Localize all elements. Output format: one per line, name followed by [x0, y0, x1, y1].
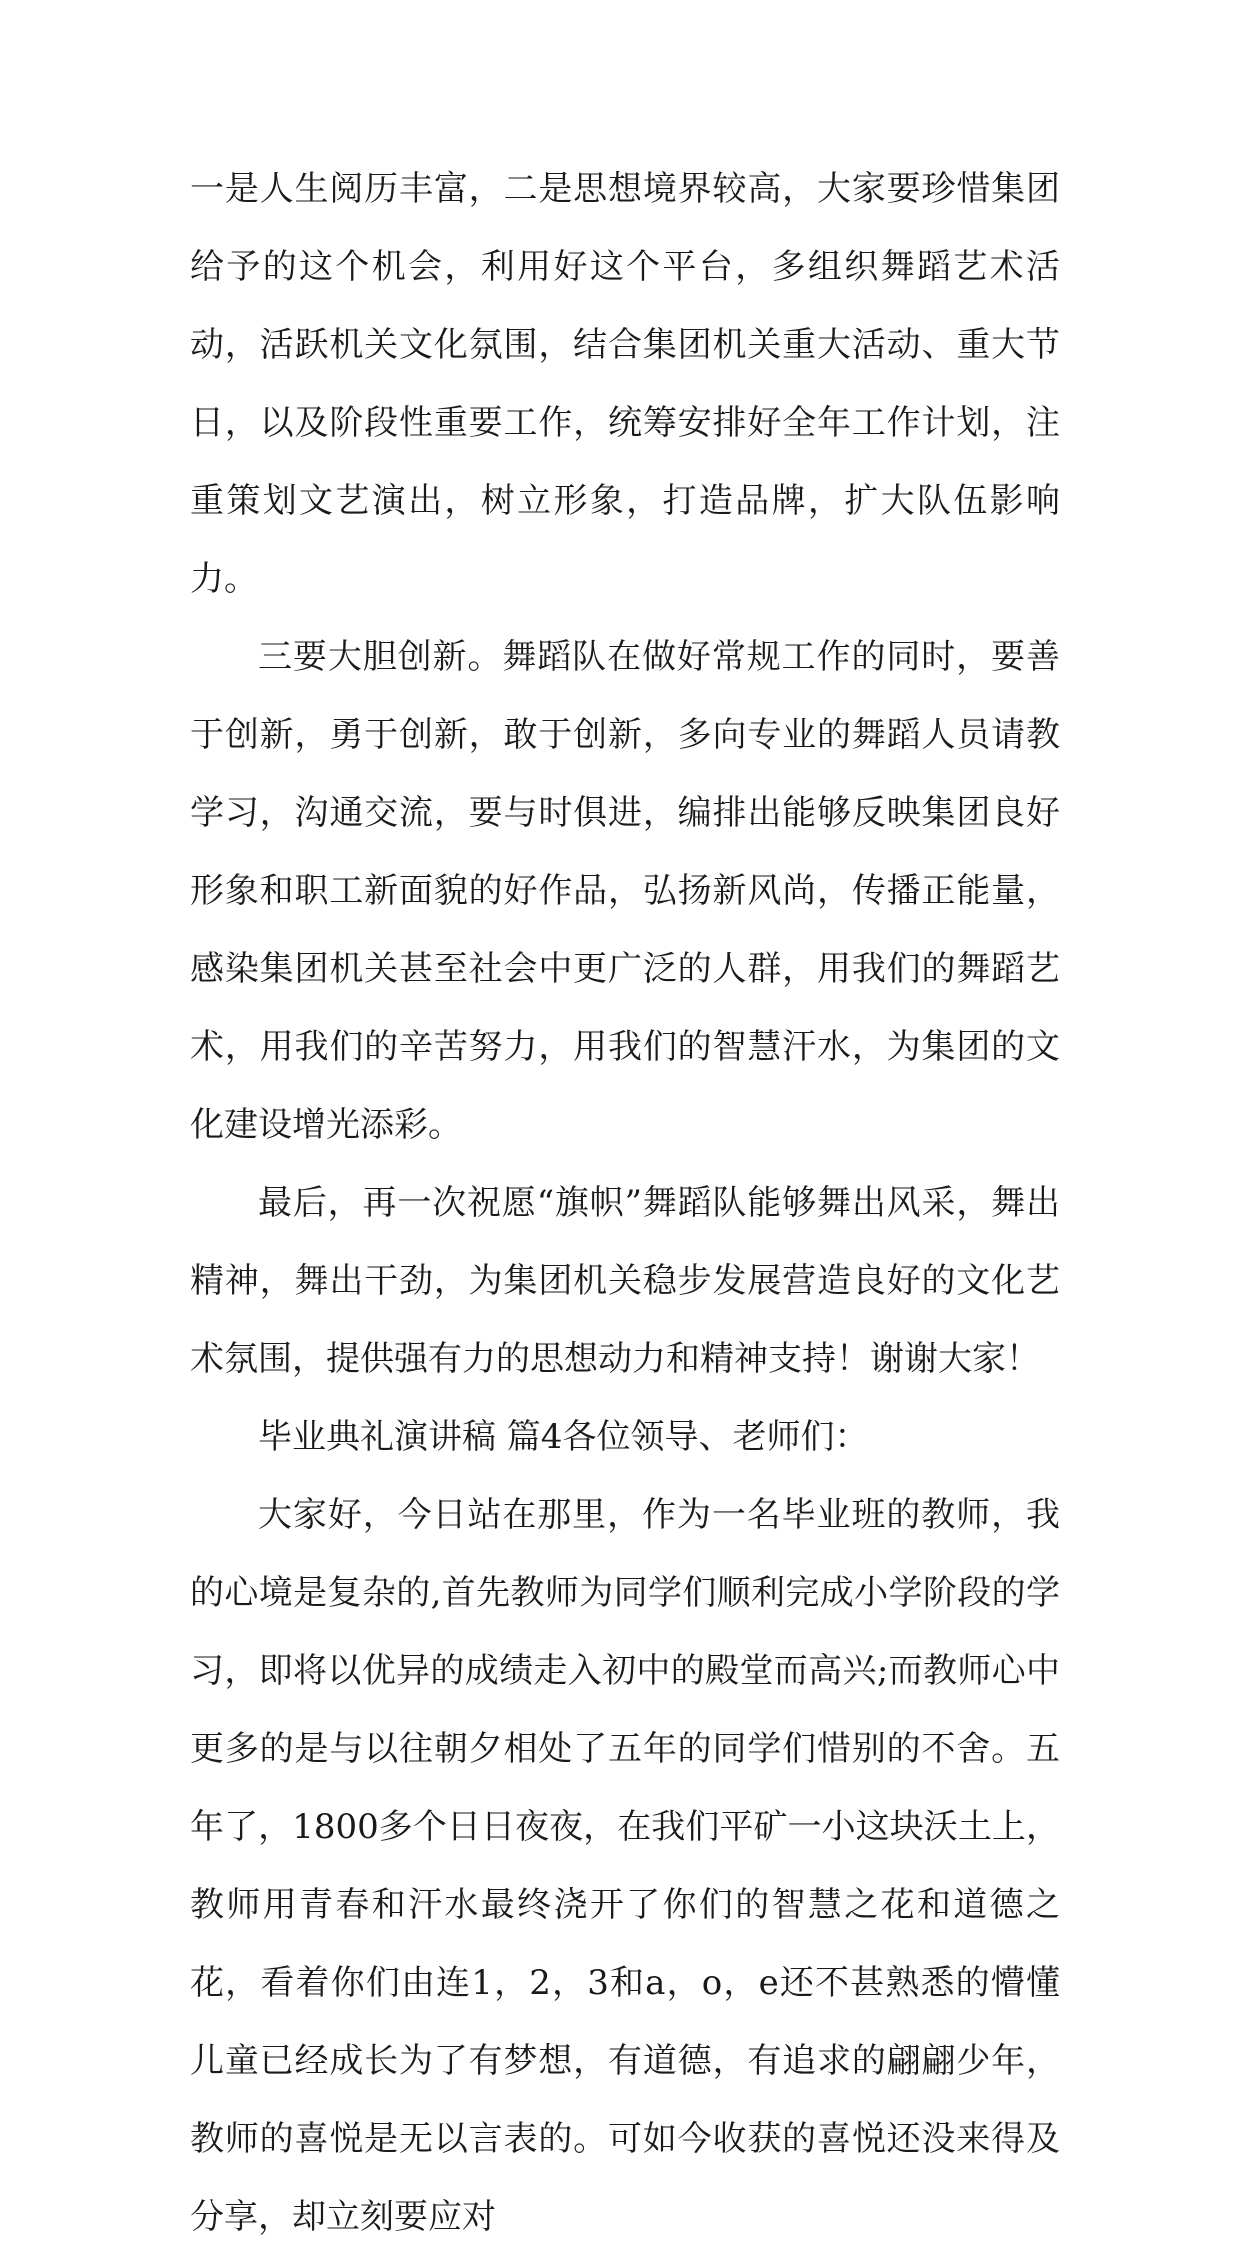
paragraph-innovation: 三要大胆创新。舞蹈队在做好常规工作的同时，要善于创新，勇于创新，敢于创新，多向专业的舞蹈人员请教学习，沟通交流，要与时俱进，编排出能够反映集团良好形象和职工新面貌的好作品，弘扬新风尚，传播正能量，感染集团机关甚至社会中更广泛的人群，用我们的舞蹈艺术，用我们的辛苦努力，用我们的智慧汗水，为集团的文化建设增光添彩。: [190, 637, 1060, 1145]
paragraph-closing-wishes: 最后，再一次祝愿“旗帜”舞蹈队能够舞出风采，舞出精神，舞出干劲，为集团机关稳步发展营造良好的文化艺术氛围，提供强有力的思想动力和精神支持！谢谢大家！: [190, 1183, 1060, 1379]
paragraph-continuation: 一是人生阅历丰富，二是思想境界较高，大家要珍惜集团给予的这个机会，利用好这个平台，多组织舞蹈艺术活动，活跃机关文化氛围，结合集团机关重大活动、重大节日，以及阶段性重要工作，统筹安排好全年工作计划，注重策划文艺演出，树立形象，打造品牌，扩大队伍影响力。: [190, 169, 1060, 599]
document-body: [190, 150, 1060, 2256]
paragraph-graduation-speech: 大家好，今日站在那里，作为一名毕业班的教师，我的心境是复杂的,首先教师为同学们顺利完成小学阶段的学习，即将以优异的成绩走入初中的殿堂而高兴;而教师心中更多的是与以往朝夕相处了五年的同学们惜别的不舍。五年了，1800多个日日夜夜，在我们平矿一小这块沃土上，教师用青春和汗水最终浇开了你们的智慧之花和道德之花，看着你们由连1，2，3和a，o，e还不甚熟悉的懵懂儿童已经成长为了有梦想，有道德，有追求的翩翩少年，教师的喜悦是无以言表的。可如今收获的喜悦还没来得及分享，却立刻要应对: [190, 1495, 1060, 2237]
section-heading: 毕业典礼演讲稿 篇4各位领导、老师们：: [258, 1417, 869, 1457]
